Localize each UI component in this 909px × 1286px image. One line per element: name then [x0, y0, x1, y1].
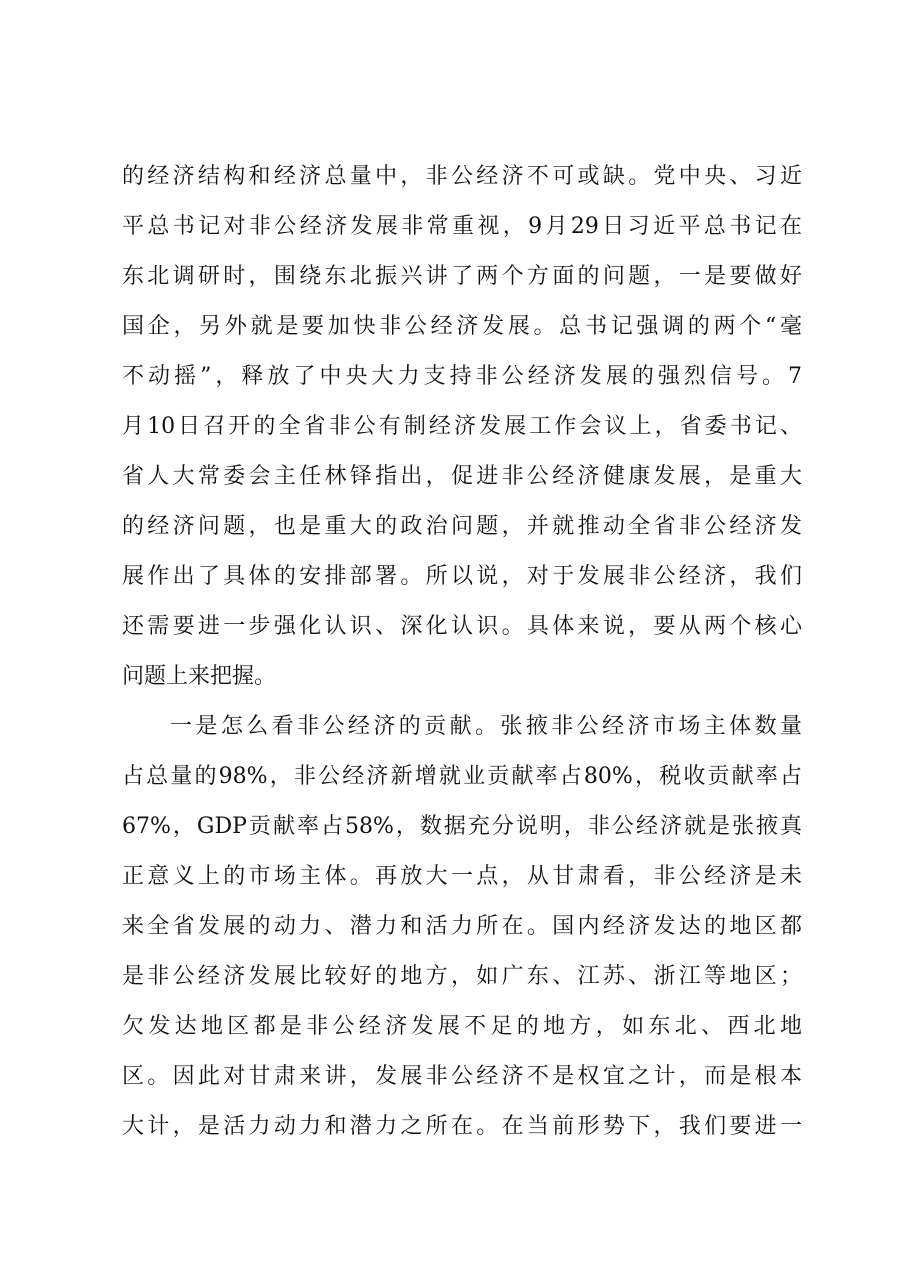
text-line: 平总书记对非公经济发展非常重视，9月29日习近平总书记在	[122, 214, 802, 239]
text-line: 国企，另外就是要加快非公经济发展。总书记强调的两个“毫	[122, 314, 802, 339]
text-line: 是非公经济发展比较好的地方，如广东、江苏、浙江等地区；	[122, 964, 802, 989]
text-line: 一是怎么看非公经济的贡献。张掖非公经济市场主体数量	[170, 714, 802, 739]
text-line: 的经济问题，也是重大的政治问题，并就推动全省非公经济发	[122, 514, 802, 539]
text-line: 问题上来把握。	[122, 664, 277, 689]
document-body	[122, 152, 802, 1152]
text-line: 来全省发展的动力、潜力和活力所在。国内经济发达的地区都	[122, 914, 802, 939]
text-line: 展作出了具体的安排部署。所以说，对于发展非公经济，我们	[122, 564, 802, 589]
text-line: 占总量的98%，非公经济新增就业贡献率占80%，税收贡献率占	[122, 764, 802, 789]
text-line: 省人大常委会主任林铎指出，促进非公经济健康发展，是重大	[122, 464, 802, 489]
text-line: 还需要进一步强化认识、深化认识。具体来说，要从两个核心	[122, 614, 802, 639]
paragraph-2	[122, 702, 802, 1152]
text-line: 不动摇”，释放了中央大力支持非公经济发展的强烈信号。7	[122, 364, 802, 389]
text-line: 的经济结构和经济总量中，非公经济不可或缺。党中央、习近	[122, 164, 802, 189]
text-line: 大计，是活力动力和潜力之所在。在当前形势下，我们要进一	[122, 1114, 802, 1139]
text-line: 区。因此对甘肃来讲，发展非公经济不是权宜之计，而是根本	[122, 1064, 802, 1089]
text-line: 正意义上的市场主体。再放大一点，从甘肃看，非公经济是未	[122, 864, 802, 889]
paragraph-1	[122, 152, 802, 702]
text-line: 月10日召开的全省非公有制经济发展工作会议上，省委书记、	[122, 414, 802, 439]
text-line: 67%，GDP贡献率占58%，数据充分说明，非公经济就是张掖真	[122, 814, 802, 839]
text-line: 欠发达地区都是非公经济发展不足的地方，如东北、西北地	[122, 1014, 802, 1039]
text-line: 东北调研时，围绕东北振兴讲了两个方面的问题，一是要做好	[122, 264, 802, 289]
